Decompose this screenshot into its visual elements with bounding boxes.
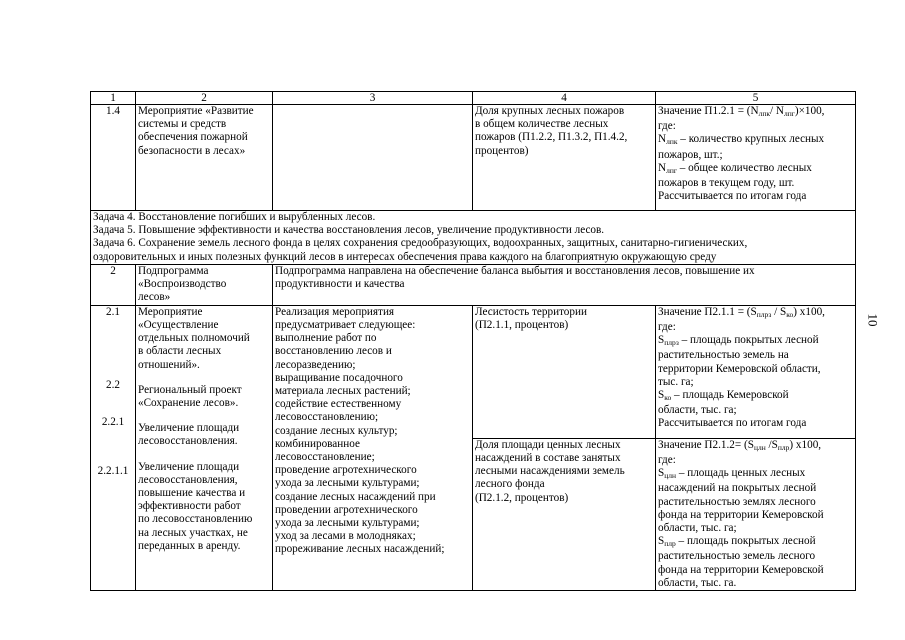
header-cell: 1	[91, 92, 136, 105]
measure-name-cell: Мероприятие «Осуществление отдельных полномочий в области лесных отношений». Региональный проект «Сохранение лесов». Увеличение площади лесовосстановления. Увеличение площади лесовосстановления, повышение качества и эффективности работ по лесовосстановлению на лесных участках, не переданных в аренду.	[136, 305, 273, 590]
table-row	[91, 264, 856, 305]
subprogram-name-cell: Подпрограмма «Воспроизводство лесов»	[136, 264, 273, 305]
task-line: Задача 6. Сохранение земель лесного фонда в целях сохранения средообразующих, водоохранных, защитных, санитарно-гигиенических,	[93, 237, 748, 250]
subprogram-description-cell: Подпрограмма направлена на обеспечение баланса выбытия и восстановления лесов, повышение их продуктивности и качества	[273, 264, 856, 305]
row-number: 1.4	[91, 105, 136, 211]
header-cell: 5	[656, 92, 856, 105]
header-cell: 2	[136, 92, 273, 105]
table-row	[91, 305, 856, 590]
measure-content-cell: Реализация мероприятия предусматривает следующее: выполнение работ по восстановлению лесов и лесоразведению; выращивание посадочного материала лесных растений; содействие естественному лесовосстановлению; создание лесных культур; комбинированное лесовосстановление; проведение агротехнического ухода за лесными культурами; создание лесных насаждений при проведении агротехнического ухода за лесными культурами; уход за лесами в молодняках; прореживание лесных насаждений;	[273, 305, 473, 590]
tasks-cell	[91, 211, 856, 265]
task-line: Задача 5. Повышение эффективности и качества восстановления лесов, увеличение продуктивности лесов.	[93, 224, 605, 237]
indicator-cell: Лесистость территории (П2.1.1, процентов) Доля площади ценных лесных насаждений в составе занятых лесными насаждениями земель лесного фонда (П2.1.2, процентов)	[473, 305, 656, 590]
header-cell: 4	[473, 92, 656, 105]
table-row	[91, 105, 856, 211]
measures-table	[90, 91, 856, 591]
indicator-cell: Доля крупных лесных пожаров в общем количестве лесных пожаров (П1.2.2, П1.3.2, П1.4.2, процентов)	[473, 105, 656, 211]
task-line: Задача 4. Восстановление погибших и вырубленных лесов.	[93, 211, 376, 223]
header-cell: 3	[273, 92, 473, 105]
row-number: 2	[91, 264, 136, 305]
task-line: оздоровительных и иных полезных функций лесов в интересах обеспечения права каждого на благоприятную окружающую среду	[93, 250, 717, 263]
page-number: 10	[865, 313, 881, 327]
measure-name-cell: Мероприятие «Развитие системы и средств обеспечения пожарной безопасности в лесах»	[136, 105, 273, 211]
formula-cell: Значение $П1.2.1 = (N_{лпк}/$ $N_{лпг})\times 100$, где: $N_{лпк}$ – количество крупных лесных пожаров, шт.; $N_{лпг}$ – общее количество лесных пожаров в текущем году, шт. Рассчитывается по итогам года	[656, 105, 856, 211]
measure-content-cell	[273, 105, 473, 211]
row-number-column: 2.1 2.2 2.2.1 2.2.1.1	[91, 305, 136, 590]
formula-cell: Значение $П2.1.1 = (S_{плрз} / S_{ко})$ x100, где: $S_{плрз}$ – площадь покрытых лесной растительностью земель на территории Кемеровской области, тыс. га; $S_{ко}$ – площадь Кемеровской области, тыс. га; Рассчитывается по итогам года Значение $П2.1.2= (S_{цлн}$ $/S_{плр}$) x100, где: $S_{цлн}$ – площадь ценных лесных насаждений на покрытых лесной растительностью землях лесного фонда на территории Кемеровской области, тыс. га; $S_{плр}$ – площадь покрытых лесной растительностью земель лесного фонда на территории Кемеровской области, тыс. га.	[656, 305, 856, 590]
tasks-row	[91, 211, 856, 265]
table-header-row	[91, 92, 856, 105]
